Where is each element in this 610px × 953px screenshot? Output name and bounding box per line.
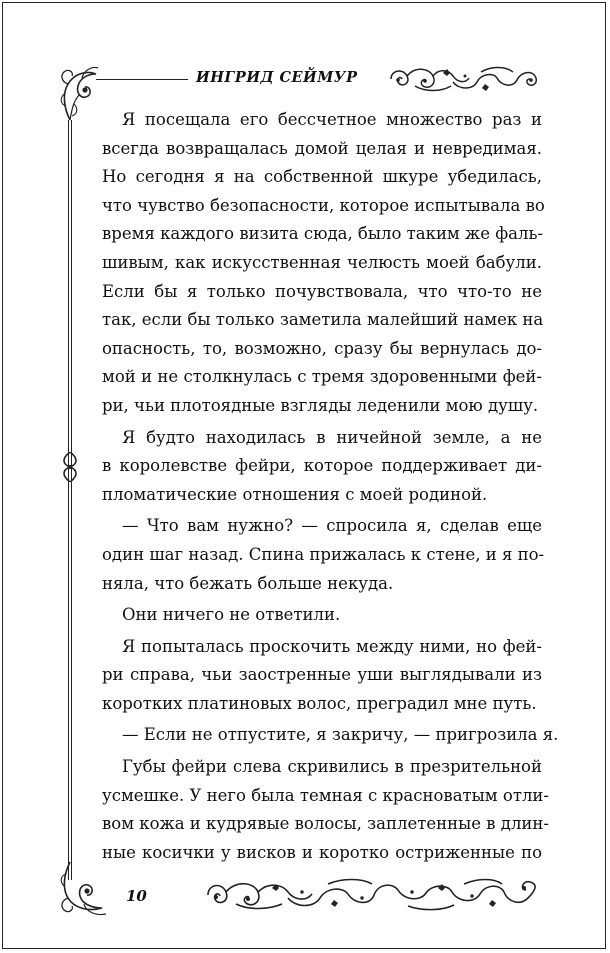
text-line: Они ничего не ответили. (122, 605, 341, 625)
paragraph (102, 424, 542, 510)
text-line: всегда возвращалась домой целая и невредимая. (102, 138, 542, 158)
side-rule-ornament (60, 452, 80, 482)
text-line: Если бы я только почувствовала, что что-то не (102, 281, 542, 301)
text-line: Губы фейри слева скривились в презрительной (122, 757, 542, 777)
footer-ornament (202, 878, 545, 912)
body-text (102, 106, 559, 867)
text-line: шивым, как искусственная челюсть моей бабули. (102, 252, 542, 272)
text-line: вом кожа и кудрявые волосы, заплетенные в длин- (102, 814, 549, 834)
text-line: один шаг назад. Спина прижалась к стене, и я по- (102, 544, 545, 564)
text-line: Я посещала его бессчетное множество раз и (122, 110, 542, 129)
paragraph (102, 753, 550, 867)
side-rule (68, 120, 72, 880)
text-line: — Что вам нужно? — спросила я, сделав еще (122, 516, 542, 536)
text-line: ные косички у висков и коротко остриженные по (102, 842, 542, 862)
paragraph (102, 721, 559, 750)
text-line: коротких платиновых волос, преградил мне путь. (102, 693, 537, 713)
text-line: мой и не столкнулась с тремя здоровенными фей- (102, 367, 542, 387)
paragraph (102, 512, 545, 598)
text-line: ри справа, чьи заостренные уши выглядывали из (102, 665, 542, 685)
paragraph (102, 633, 542, 719)
text-line: опасность, то, возможно, сразу бы вернулась до- (102, 338, 542, 358)
text-line: так, если бы только заметила малейший намек на (102, 310, 544, 330)
text-line: время каждого визита сюда, было таким же фаль- (102, 224, 543, 244)
text-line: пломатические отношения с моей родиной. (102, 484, 488, 504)
running-head-author: ИНГРИД СЕЙМУР (196, 69, 358, 86)
text-line: усмешке. У него была темная с красноватым отли- (102, 785, 550, 805)
text-line: Я попыталась проскочить между ними, но фей- (122, 636, 542, 656)
text-line: ри, чьи плотоядные взгляды леденили мою душу. (102, 395, 539, 415)
paragraph (102, 106, 545, 421)
text-line: няла, что бежать больше некуда. (102, 573, 394, 593)
header-rule (96, 79, 188, 80)
text-line: в королевстве фейри, которое поддерживает ди- (102, 456, 542, 476)
text-line: Я будто находилась в ничейной земле, а не (122, 427, 542, 447)
text-line: — Если не отпустите, я закричу, — пригрозила я. (122, 725, 559, 745)
corner-flourish-top-left (58, 64, 102, 124)
paragraph (102, 601, 542, 630)
page-number: 10 (126, 887, 147, 905)
text-line: Но сегодня я на собственной шкуре убедилась, (102, 167, 542, 187)
header-ornament (385, 64, 545, 94)
text-line: что чувство безопасности, которое испытывала во (102, 195, 545, 215)
